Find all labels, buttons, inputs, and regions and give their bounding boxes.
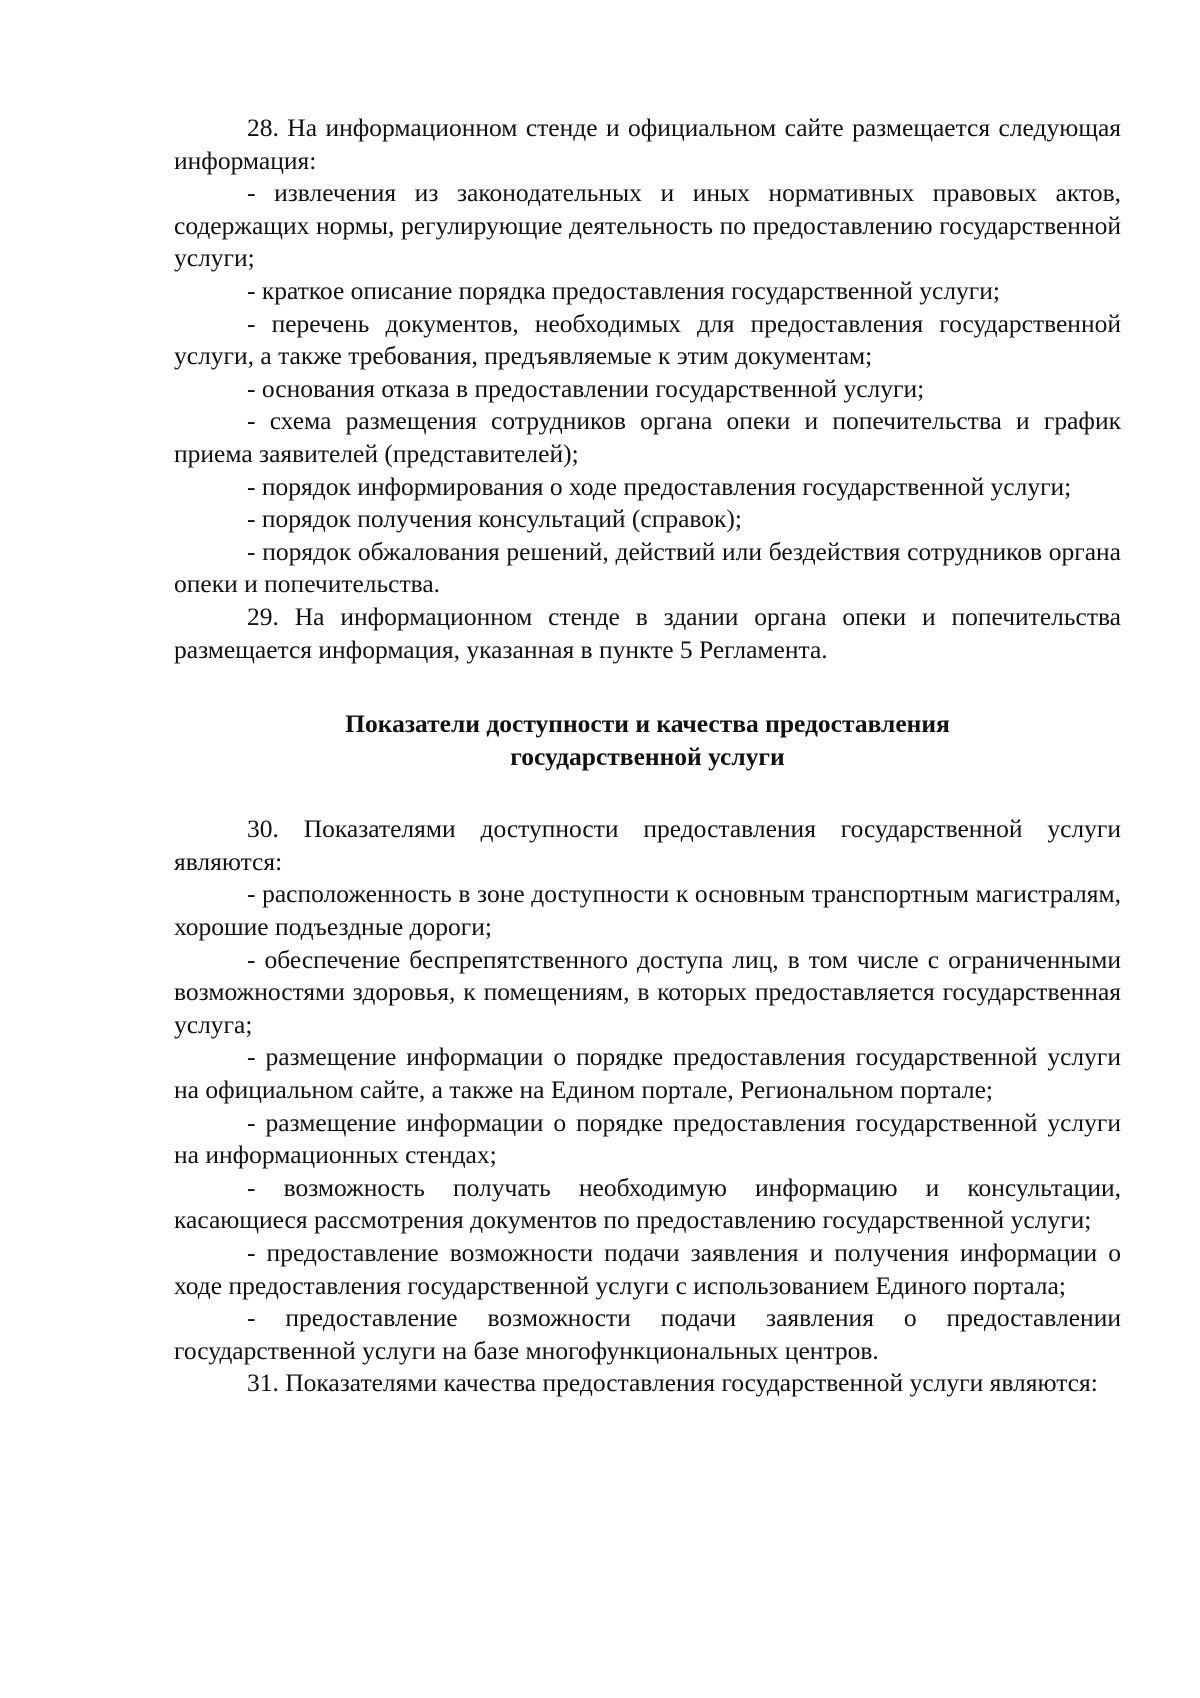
section-heading-line-1: Показатели доступности и качества предоставления: [345, 709, 950, 739]
paragraph-28: 28. На информационном стенде и официальном сайте размещается следующая информация:: [174, 113, 1121, 175]
section-accessibility-quality: [174, 813, 1121, 1400]
list-item-mfc-application: - предоставление возможности подачи заявления о предоставлении государственной услуги на базе многофункциональных центров.: [174, 1303, 1121, 1365]
list-item-legal-acts: - извлечения из законодательных и иных нормативных правовых актов, содержащих нормы, регулирующие деятельность по предоставлению государственной услуги;: [174, 178, 1121, 273]
list-item-info-on-portals: - размещение информации о порядке предоставления государственной услуги на официальном сайте, а также на Едином портале, Региональном портале;: [174, 1042, 1121, 1105]
list-item-info-on-stands: - размещение информации о порядке предоставления государственной услуги на информационных стендах;: [174, 1107, 1121, 1170]
section-heading-line-2: государственной услуги: [510, 741, 785, 771]
paragraph-29: 29. На информационном стенде в здании органа опеки и попечительства размещается информация, указанная в пункте 5 Регламента.: [174, 601, 1121, 664]
list-item-consultations: - порядок получения консультаций (справок);: [247, 504, 742, 534]
list-item-procedure-description: - краткое описание порядка предоставления государственной услуги;: [247, 275, 1000, 305]
section-heading: [174, 708, 1121, 773]
list-item-staff-schedule: - схема размещения сотрудников органа опеки и попечительства и график приема заявителей (представителей);: [174, 406, 1121, 468]
list-item-refusal-grounds: - основания отказа в предоставлении государственной услуги;: [247, 373, 925, 403]
paragraph-30: 30. Показателями доступности предоставления государственной услуги являются:: [174, 814, 1121, 876]
list-item-progress-informing: - порядок информирования о ходе предоставления государственной услуги;: [247, 471, 1072, 501]
list-item-barrier-free-access: - обеспечение беспрепятственного доступа лиц, в том числе с ограниченными возможностями здоровья, к помещениям, в которых предоставляется государственная услуга;: [174, 944, 1121, 1039]
list-item-documents-list: - перечень документов, необходимых для предоставления государственной услуги, а также требования, предъявляемые к этим документам;: [174, 308, 1121, 371]
list-item-appeal-procedure: - порядок обжалования решений, действий или бездействия сотрудников органа опеки и попечительства.: [174, 536, 1121, 599]
list-item-transport-access: - расположенность в зоне доступности к основным транспортным магистралям, хорошие подъездные дороги;: [174, 879, 1121, 942]
document-page: [174, 112, 1121, 1400]
list-item-consultation-access: - возможность получать необходимую информацию и консультации, касающиеся рассмотрения документов по предоставлению государственной услуги;: [174, 1172, 1121, 1235]
list-item-single-portal-application: - предоставление возможности подачи заявления и получения информации о ходе предоставления государственной услуги с использованием Единого портала;: [174, 1238, 1121, 1300]
section-information-placement: [174, 112, 1121, 666]
paragraph-31: 31. Показателями качества предоставления государственной услуги являются:: [247, 1368, 1098, 1398]
